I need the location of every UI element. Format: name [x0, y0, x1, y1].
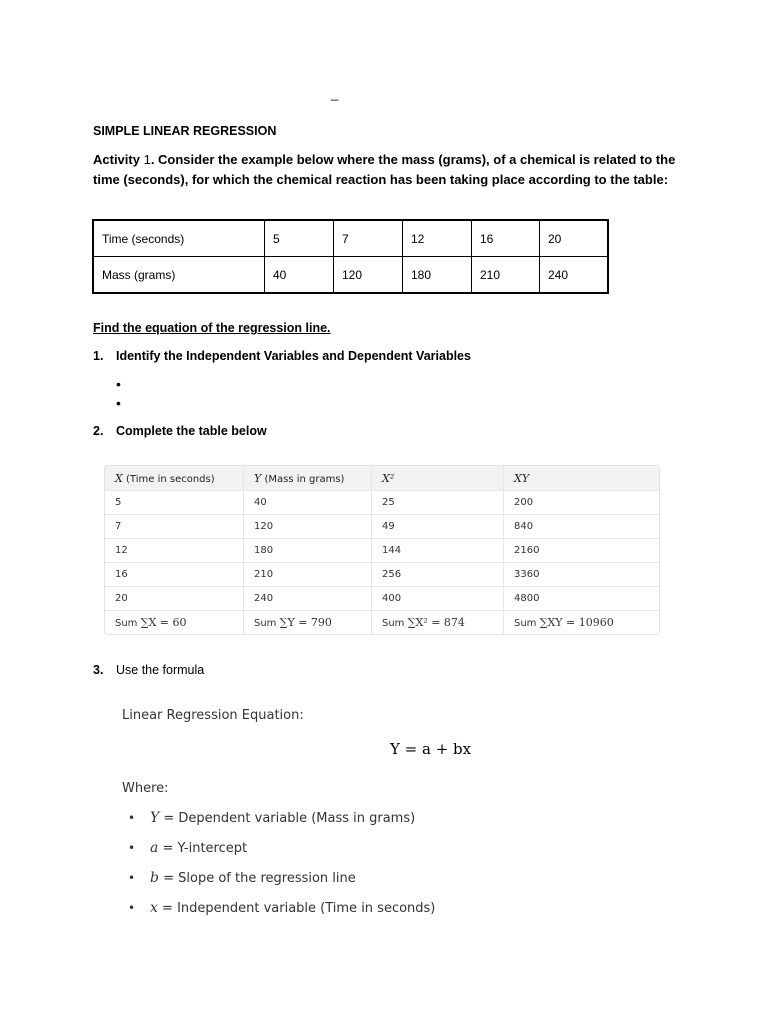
table-cell: 40: [265, 257, 334, 294]
sum-expression: ∑X² = 874: [407, 616, 465, 629]
sum-label: Sum: [115, 618, 141, 629]
sum-expression: ∑XY = 10960: [539, 616, 614, 629]
table-cell: 210: [244, 563, 372, 587]
sum-cell: [105, 611, 244, 635]
table-cell: 840: [504, 515, 660, 539]
sum-row: [105, 611, 659, 635]
step-2: [93, 424, 267, 438]
table-cell: 5: [265, 220, 334, 257]
table-cell: 16: [105, 563, 244, 587]
bullet-icon: •: [128, 841, 136, 855]
step-1: [93, 349, 471, 363]
table-cell: Mass (grams): [93, 257, 265, 294]
step-number: 3.: [93, 663, 104, 677]
table-row: [105, 539, 659, 563]
definition-symbol: Y: [150, 810, 160, 826]
sum-label: Sum: [382, 618, 408, 629]
step-text: Complete the table below: [116, 424, 267, 438]
table-row: [105, 563, 659, 587]
bullet-empty: •: [116, 395, 121, 411]
activity-number: 1: [143, 152, 151, 167]
table-row: [105, 587, 659, 611]
sum-cell: [244, 611, 372, 635]
step-number: 2.: [93, 424, 104, 438]
table-row: [105, 515, 659, 539]
sum-label: Sum: [254, 618, 280, 629]
header-cell: [372, 466, 504, 491]
table-cell: 200: [504, 491, 660, 515]
table-cell: 25: [372, 491, 504, 515]
table-cell: 180: [244, 539, 372, 563]
header-cell: [504, 466, 660, 491]
bullet-empty: •: [116, 376, 121, 392]
definition-item: [128, 810, 415, 826]
step-text: Identify the Independent Variables and Dependent Variables: [116, 349, 471, 363]
definition-text: = Y-intercept: [158, 841, 248, 856]
table-cell: 3360: [504, 563, 660, 587]
definition-text: = Dependent variable (Mass in grams): [159, 811, 416, 826]
computation-table: [104, 465, 660, 635]
table-header-row: [105, 466, 659, 491]
step-number: 1.: [93, 349, 104, 363]
activity-body: . Consider the example below where the mass (grams), of a chemical is related to the time (seconds), for which the chemical reaction has been taking place according to the table:: [93, 152, 676, 187]
header-symbol: X²: [382, 471, 395, 485]
table-cell: 4800: [504, 587, 660, 611]
definition-symbol: a: [150, 840, 159, 856]
table-cell: 5: [105, 491, 244, 515]
table-cell: 240: [540, 257, 609, 294]
header-symbol: Y: [254, 471, 262, 485]
bullet-icon: •: [128, 871, 136, 885]
sum-cell: [504, 611, 660, 635]
activity-text: [93, 150, 693, 190]
table-cell: 210: [472, 257, 540, 294]
where-label: Where:: [122, 781, 169, 796]
definition-symbol: x: [150, 900, 158, 916]
definition-text: = Slope of the regression line: [158, 871, 356, 886]
find-instruction: Find the equation of the regression line.: [93, 321, 331, 335]
table-cell: 400: [372, 587, 504, 611]
definition-symbol: b: [150, 870, 159, 886]
header-cell: [105, 466, 244, 491]
table-cell: 20: [540, 220, 609, 257]
sum-expression: ∑X = 60: [140, 616, 187, 629]
table-row: [105, 491, 659, 515]
table-cell: 12: [403, 220, 472, 257]
dash-mark: _: [331, 86, 339, 101]
step-text: Use the formula: [116, 663, 205, 677]
table-cell: 20: [105, 587, 244, 611]
header-cell: [244, 466, 372, 491]
definition-text: = Independent variable (Time in seconds): [157, 901, 436, 916]
page-title: SIMPLE LINEAR REGRESSION: [93, 124, 277, 138]
sum-cell: [372, 611, 504, 635]
header-text: (Time in seconds): [122, 473, 215, 485]
table-cell: 256: [372, 563, 504, 587]
header-symbol: XY: [514, 471, 530, 485]
sum-expression: ∑Y = 790: [279, 616, 332, 629]
table-cell: 12: [105, 539, 244, 563]
table-cell: 40: [244, 491, 372, 515]
data-table: [92, 219, 609, 294]
table-cell: 240: [244, 587, 372, 611]
regression-equation: Y = a + bx: [390, 740, 472, 758]
table-cell: 180: [403, 257, 472, 294]
definition-item: [128, 900, 435, 916]
activity-prefix: Activity: [93, 152, 144, 167]
table-cell: 16: [472, 220, 540, 257]
header-text: (Mass in grams): [261, 473, 345, 485]
header-symbol: X: [115, 471, 123, 485]
table-cell: Time (seconds): [93, 220, 265, 257]
formula-title: Linear Regression Equation:: [122, 708, 304, 723]
table-cell: 144: [372, 539, 504, 563]
table-cell: 7: [334, 220, 403, 257]
sum-label: Sum: [514, 618, 540, 629]
table-cell: 7: [105, 515, 244, 539]
step-3: [93, 663, 204, 677]
definition-item: [128, 840, 247, 856]
table-cell: 2160: [504, 539, 660, 563]
table-row: [93, 257, 608, 294]
definition-item: [128, 870, 356, 886]
bullet-icon: •: [128, 901, 136, 915]
table-row: [93, 220, 608, 257]
table-cell: 49: [372, 515, 504, 539]
table-cell: 120: [244, 515, 372, 539]
bullet-icon: •: [128, 811, 136, 825]
table-cell: 120: [334, 257, 403, 294]
